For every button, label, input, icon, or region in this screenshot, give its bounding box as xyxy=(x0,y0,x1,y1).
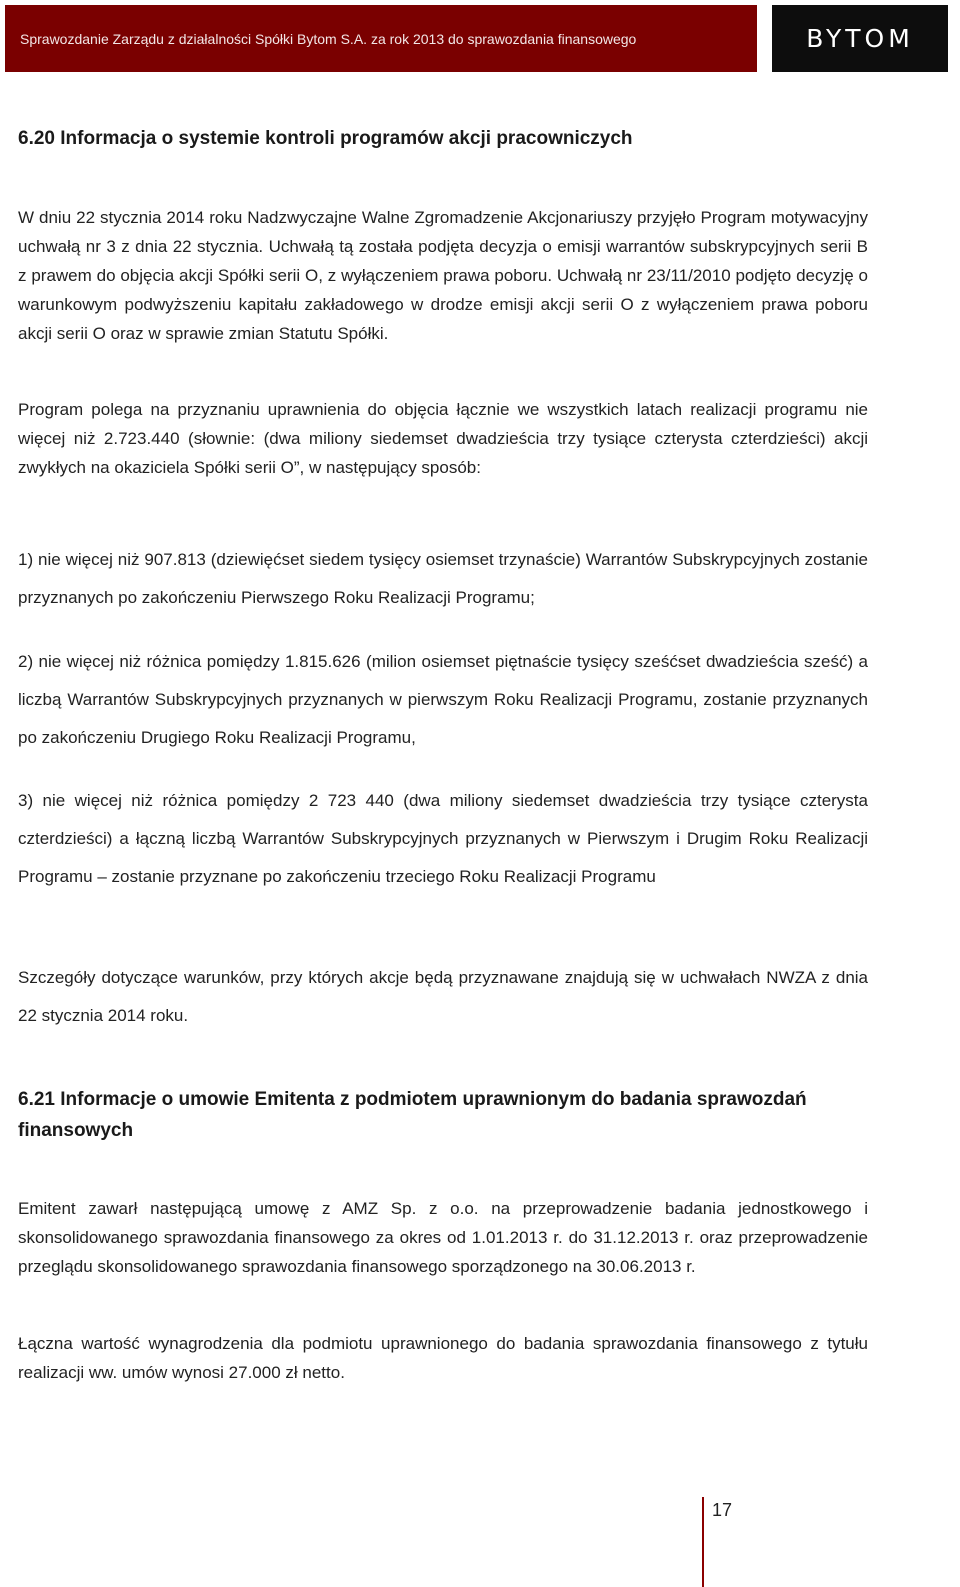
brand-logo-box xyxy=(772,5,948,72)
list-item-2: 2) nie więcej niż różnica pomiędzy 1.815.626 (milion osiemset piętnaście tysięcy sześćset dwadzieścia sześć) a liczbą Warrantów Subskrypcyjnych przyznanych w pierwszym Roku Realizacji Programu, zostanie przyznanych po zakończeniu Drugiego Roku Realizacji Programu, xyxy=(18,652,868,747)
report-header-title: Sprawozdanie Zarządu z działalności Spółki Bytom S.A. za rok 2013 do sprawozdania finansowego xyxy=(20,31,637,47)
report-header-bar xyxy=(5,5,757,72)
section-6-21-paragraph-2: Łączna wartość wynagrodzenia dla podmiotu uprawnionego do badania sprawozdania finansowego z tytułu realizacji ww. umów wynosi 27.000 zł netto. xyxy=(18,1334,868,1382)
list-item-1: 1) nie więcej niż 907.813 (dziewięćset siedem tysięcy osiemset trzynaście) Warrantów Subskrypcyjnych zostanie przyznanych po zakończeniu Pierwszego Roku Realizacji Programu; xyxy=(18,550,868,607)
section-6-20-paragraph-1: W dniu 22 stycznia 2014 roku Nadzwyczajne Walne Zgromadzenie Akcjonariuszy przyjęło Program motywacyjny uchwałą nr 3 z dnia 22 stycznia. Uchwałą tą została podjęta decyzja o emisji warrantów subskrypcyjnych serii B z prawem do objęcia akcji Spółki serii O, z wyłączeniem prawa poboru. Uchwałą nr 23/11/2010 podjęto decyzję o warunkowym podwyższeniu kapitału zakładowego w drodze emisji akcji serii O z wyłączeniem prawa poboru akcji serii O oraz w sprawie zmian Statutu Spółki. xyxy=(18,208,868,343)
section-6-20-heading: 6.20 Informacja o systemie kontroli programów akcji pracowniczych xyxy=(18,128,633,149)
list-item-3: 3) nie więcej niż różnica pomiędzy 2 723 440 (dwa miliony siedemset dwadzieścia trzy tysiące czterysta czterdzieści) a łączną liczbą Warrantów Subskrypcyjnych przyznanych w Pierwszym i Drugim Roku Realizacji Programu – zostanie przyznane po zakończeniu trzeciego Roku Realizacji Programu xyxy=(18,791,868,886)
section-6-21-paragraph-1: Emitent zawarł następującą umowę z AMZ Sp. z o.o. na przeprowadzenie badania jednostkowego i skonsolidowanego sprawozdania finansowego za okres od 1.01.2013 r. do 31.12.2013 r. oraz przeprowadzenie przeglądu skonsolidowanego sprawozdania finansowego sporządzonego na 30.06.2013 r. xyxy=(18,1199,868,1276)
brand-logo: BYTOM xyxy=(806,24,914,53)
section-6-20-paragraph-2: Program polega na przyznaniu uprawnienia do objęcia łącznie we wszystkich latach realizacji programu nie więcej niż 2.723.440 (słownie: (dwa miliony siedemset dwadzieścia trzy tysiące czterysta czterdzieści) akcji zwykłych na okaziciela Spółki serii O”, w następujący sposób: xyxy=(18,400,868,477)
page-number-rule xyxy=(702,1497,704,1587)
section-6-21-heading: 6.21 Informacje o umowie Emitenta z podmiotem uprawnionym do badania sprawozdań finansowych xyxy=(18,1089,807,1141)
section-6-20-paragraph-3: Szczegóły dotyczące warunków, przy których akcje będą przyznawane znajdują się w uchwałach NWZA z dnia 22 stycznia 2014 roku. xyxy=(18,968,868,1025)
page-number: 17 xyxy=(712,1500,733,1520)
